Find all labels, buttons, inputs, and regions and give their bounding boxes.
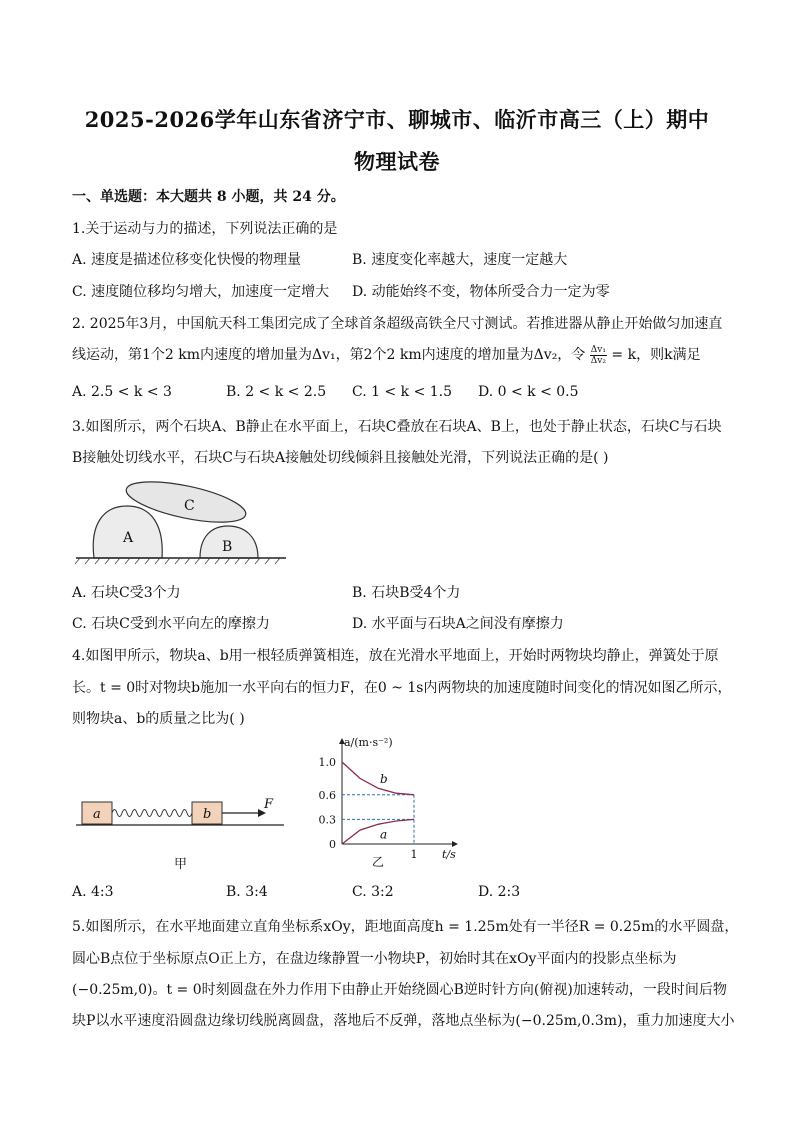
q4-line2: 长。t = 0时对物块b施加一水平向右的恒力F，在0 ~ 1s内两物块的加速度随时间变化的情况如图乙所示， (72, 680, 732, 696)
chart-ylabel: a/(m·s⁻²) (344, 736, 393, 749)
q3-stones-figure (72, 476, 292, 566)
y-tick-label: 0.3 (318, 813, 336, 827)
q3-option-d: D. 水平面与石块A之间没有摩擦力 (352, 616, 564, 632)
q3-line1: 3.如图所示，两个石块A、B静止在水平面上，石块C叠放在石块A、B上，也处于静止状态，石块C与石块 (72, 419, 722, 435)
q4-option-d: D. 2:3 (478, 884, 521, 900)
q1-option-d: D. 动能始终不变，物体所受合力一定为零 (352, 284, 610, 300)
q3-option-b: B. 石块B受4个力 (352, 585, 461, 601)
label-c: C (184, 498, 195, 514)
section-heading: 一、单选题：本大题共 8 小题，共 24 分。 (72, 189, 345, 205)
q4-option-c: C. 3:2 (352, 884, 394, 900)
q5-line3: (−0.25m,0)。t = 0时刻圆盘在外力作用下由静止开始绕圆心B逆时针方向(俯视)加速转动，一段时间后物 (72, 982, 727, 998)
q5-line1: 5.如图所示，在水平地面建立直角坐标系xOy，距地面高度h = 1.25m处有一半径R = 0.25m的水平圆盘， (72, 919, 739, 935)
paper-subtitle: 物理试卷 (354, 149, 440, 174)
q2-line2-a: 线运动，第1个2 km内速度的增加量为Δv₁，第2个2 km内速度的增加量为Δv₂，令 (72, 347, 586, 363)
q1-option-c: C. 速度随位移均匀增大，加速度一定增大 (72, 284, 330, 300)
label-b: B (222, 539, 233, 555)
force-label: F (264, 797, 274, 812)
q2-option-a: A. 2.5 < k < 3 (72, 384, 172, 400)
q1-stem: 1.关于运动与力的描述，下列说法正确的是 (72, 221, 338, 237)
series-label-a: a (380, 827, 388, 842)
y-tick-label: 1.0 (318, 756, 336, 769)
q2-option-b: B. 2 < k < 2.5 (226, 384, 327, 400)
q2-line2 (72, 344, 701, 366)
q4-line1: 4.如图甲所示，物块a、b用一根轻质弹簧相连，放在光滑水平地面上，开始时两物块均静止，弹簧处于原 (72, 648, 719, 664)
q2-line1: 2. 2025年3月，中国航天科工集团完成了全球首条超级高铁全尺寸测试。若推进器从静止开始做匀加速直 (72, 316, 723, 332)
block-b-label: b (203, 807, 212, 822)
y-tick-label: 0.6 (318, 788, 336, 802)
fig-jia-caption: 甲 (174, 857, 188, 872)
y-tick-label: 0 (329, 838, 336, 851)
q2-frac-num: Δv₁ (590, 344, 606, 355)
chart-caption: 乙 (372, 855, 385, 869)
q2-option-c: C. 1 < k < 1.5 (352, 384, 453, 400)
series-label-b: b (380, 772, 388, 787)
spring (112, 810, 192, 817)
q2-frac-den: Δv₂ (590, 355, 606, 366)
q2-option-d: D. 0 < k < 0.5 (478, 384, 579, 400)
q4-line3: 则物块a、b的质量之比为( ) (72, 711, 245, 727)
block-a-label: a (93, 807, 101, 822)
q3-option-c: C. 石块C受到水平向左的摩擦力 (72, 616, 270, 632)
label-a: A (123, 530, 134, 546)
q1-option-b: B. 速度变化率越大，速度一定越大 (352, 252, 568, 268)
q4-option-b: B. 3:4 (226, 884, 268, 900)
q5-line2: 圆心B点位于坐标原点O正上方，在盘边缘静置一小物块P，初始时其在xOy平面内的投影点坐标为 (72, 951, 677, 967)
paper-title: 2025-2026学年山东省济宁市、聊城市、临沂市高三（上）期中 (84, 107, 710, 132)
x-axis-arrowhead (452, 841, 458, 847)
q1-option-a: A. 速度是描述位移变化快慢的物理量 (72, 252, 302, 268)
q4-figure-jia (72, 796, 292, 876)
q2-fraction (590, 345, 607, 366)
series-line-a (342, 819, 414, 844)
q4-option-a: A. 4:3 (72, 884, 114, 900)
chart-xlabel: t/s (442, 848, 456, 861)
q4-chart-yi (306, 730, 476, 870)
q2-line2-b: = k，则k满足 (611, 347, 701, 363)
q3-line2: B接触处切线水平，石块C与石块A接触处切线倾斜且接触处光滑，下列说法正确的是( ) (72, 450, 609, 466)
q5-line4: 块P以水平速度沿圆盘边缘切线脱离圆盘，落地后不反弹，落地点坐标为(−0.25m,0.3m)，重力加速度大小 (72, 1013, 735, 1029)
q3-option-a: A. 石块C受3个力 (72, 585, 181, 601)
x-tick-label: 1 (410, 848, 418, 861)
series-line-b (342, 762, 414, 795)
ground-hatch (75, 558, 280, 564)
